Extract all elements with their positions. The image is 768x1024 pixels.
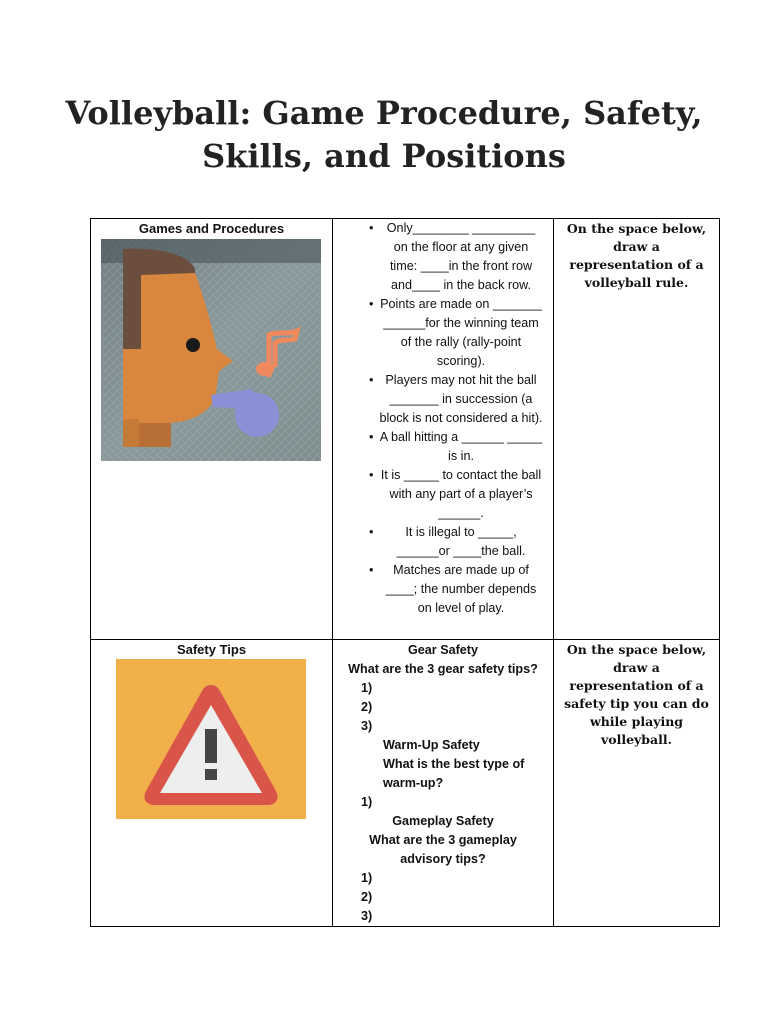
warning-triangle-icon [116,659,306,819]
gear-answer-1: 1) [361,681,373,695]
rule-item: • Only________ _________ on the floor at any given time: ____in the front row and____ in the back row. [333,219,553,295]
safety-questions-cell [333,640,554,927]
page-title [0,92,768,178]
rule-item: • It is _____ to contact the ball with any part of a player’s ______. [333,466,553,523]
page-title-line-1: Volleyball: Game Procedure, Safety, [65,94,703,132]
gameplay-question-line-2: advisory tips? [400,852,486,866]
safety-questions [333,640,553,926]
gear-safety-question: What are the 3 gear safety tips? [348,662,538,676]
worksheet-table [90,218,720,927]
gameplay-safety-heading: Gameplay Safety [392,814,494,828]
page-title-line-2: Skills, and Positions [202,137,566,175]
gameplay-answer-2: 2) [361,890,373,904]
rule-item: • Matches are made up of ____; the number depends on level of play. [333,561,553,618]
games-procedures-cell [91,219,333,640]
draw-safety-instruction: On the space below, draw a representation of a safety tip you can do while playing volleyball. [564,642,709,747]
warmup-answer-1: 1) [361,795,373,809]
gear-safety-heading: Gear Safety [407,643,478,657]
rule-item: • Points are made on _______ ______for the winning team of the rally (rally-point scoring). [333,295,553,371]
warmup-question-line-1: What is the best type of [383,757,525,771]
row-safety-tips [91,640,720,927]
rule-item: • A ball hitting a ______ _____ is in. [333,428,553,466]
games-procedures-heading: Games and Procedures [138,221,285,236]
gear-answer-3: 3) [361,719,373,733]
warmup-safety-heading: Warm-Up Safety [383,738,480,752]
gear-answer-2: 2) [361,700,373,714]
gameplay-answer-3: 3) [361,909,373,923]
gameplay-question-line-1: What are the 3 gameplay [369,833,517,847]
warning-illustration [116,659,306,819]
referee-whistle-illustration [101,239,321,461]
rules-list [333,219,553,618]
draw-rule-instruction: On the space below, draw a representation of a volleyball rule. [566,221,707,290]
safety-tips-heading: Safety Tips [176,642,247,657]
rule-item: • It is illegal to _____, ______or ____the ball. [333,523,553,561]
referee-whistle-icon [101,239,321,461]
draw-rule-cell [554,219,720,640]
rules-cell [333,219,554,640]
rule-item: • Players may not hit the ball _______ in succession (a block is not considered a hit). [333,371,553,428]
gameplay-answer-1: 1) [361,871,373,885]
safety-tips-cell [91,640,333,927]
warmup-question-line-2: warm-up? [383,776,444,790]
draw-safety-cell [554,640,720,927]
row-games-procedures [91,219,720,640]
